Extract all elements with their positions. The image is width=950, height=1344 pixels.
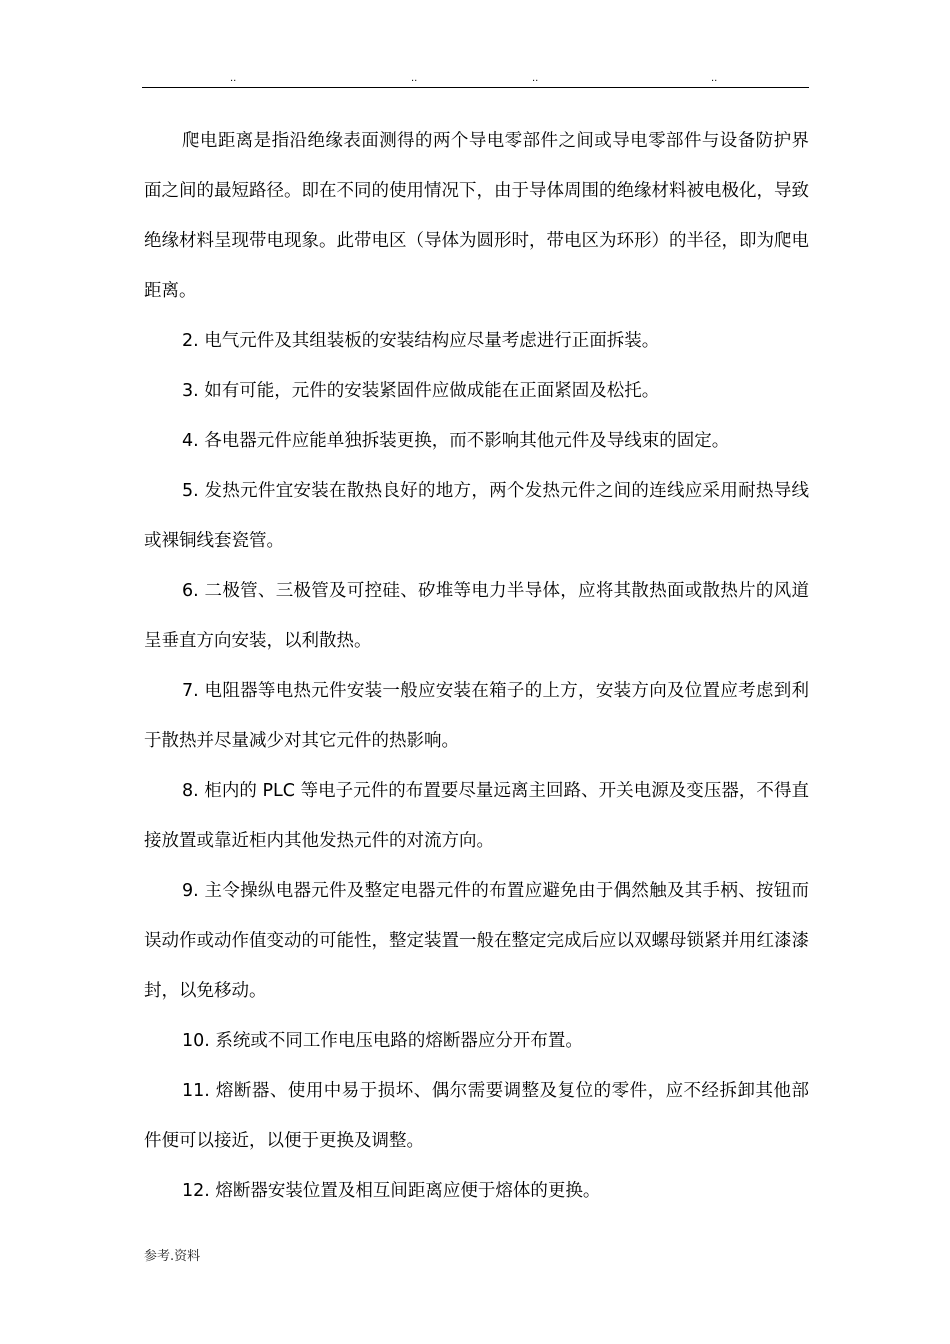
paragraph-item-3: 3. 如有可能，元件的安装紧固件应做成能在正面紧固及松托。 [182, 381, 660, 401]
header-mark: .. [411, 73, 418, 84]
paragraph-creepage-definition: 爬电距离是指沿绝缘表面测得的两个导电零部件之间或导电零部件与设备防护界面之间的最短路径。即在不同的使用情况下，由于导体周围的绝缘材料被电极化，导致绝缘材料呈现带电现象。此带电区（导体为圆形时，带电区为环形）的半径，即为爬电距离。 [144, 131, 809, 301]
paragraph-item-11: 11. 熔断器、使用中易于损坏、偶尔需要调整及复位的零件，应不经拆卸其他部件便可以接近，以便于更换及调整。 [144, 1081, 809, 1151]
page-header [142, 68, 809, 88]
paragraph-item-12: 12. 熔断器安装位置及相互间距离应便于熔体的更换。 [182, 1181, 601, 1201]
header-mark: .. [532, 73, 539, 84]
paragraph-item-9: 9. 主令操纵电器元件及整定电器元件的布置应避免由于偶然触及其手柄、按钮而误动作或动作值变动的可能性，整定装置一般在整定完成后应以双螺母锁紧并用红漆漆封，以免移动。 [144, 881, 809, 1001]
header-mark: .. [230, 73, 237, 84]
paragraph-item-8: 8. 柜内的 PLC 等电子元件的布置要尽量远离主回路、开关电源及变压器，不得直接放置或靠近柜内其他发热元件的对流方向。 [144, 781, 809, 851]
paragraph-item-6: 6. 二极管、三极管及可控硅、矽堆等电力半导体，应将其散热面或散热片的风道呈垂直方向安装，以利散热。 [144, 581, 809, 651]
paragraph-item-2: 2. 电气元件及其组装板的安装结构应尽量考虑进行正面拆装。 [182, 331, 660, 351]
paragraph-item-5: 5. 发热元件宜安装在散热良好的地方，两个发热元件之间的连线应采用耐热导线或裸铜线套瓷管。 [144, 481, 809, 551]
header-mark: .. [711, 73, 718, 84]
paragraph-item-7: 7. 电阻器等电热元件安装一般应安装在箱子的上方，安装方向及位置应考虑到利于散热并尽量减少对其它元件的热影响。 [144, 681, 809, 751]
page-footer: 参考.资料 [144, 1249, 201, 1264]
document-body [144, 116, 809, 1216]
paragraph-item-10: 10. 系统或不同工作电压电路的熔断器应分开布置。 [182, 1031, 583, 1051]
paragraph-item-4: 4. 各电器元件应能单独拆装更换，而不影响其他元件及导线束的固定。 [182, 431, 730, 451]
